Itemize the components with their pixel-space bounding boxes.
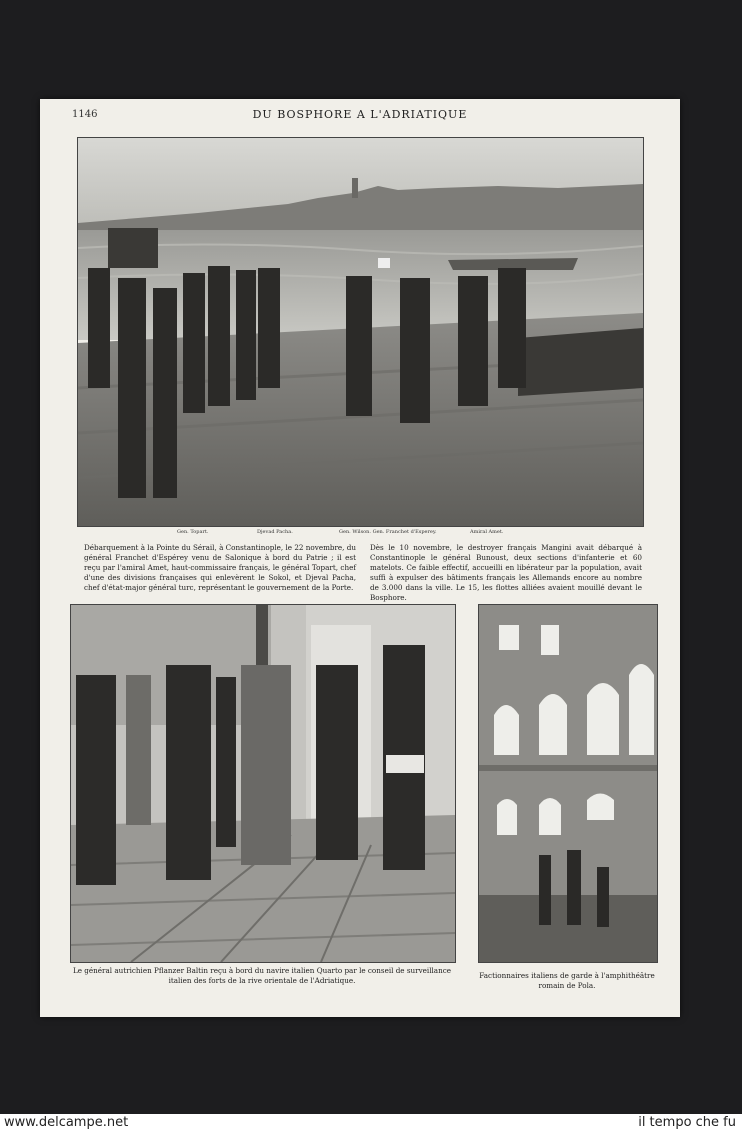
footer-left-link[interactable]: www.delcampe.net — [4, 1115, 129, 1130]
photo-constantinople-landing — [77, 137, 644, 527]
photo-label: Gen. Topart. — [177, 529, 209, 535]
caption-bottom-right: Factionnaires italiens de garde à l'amphithéâtre romain de Pola. — [479, 971, 655, 990]
photo-ship-deck — [70, 604, 456, 963]
page-number: 1146 — [72, 109, 98, 120]
footer-right-text: il tempo che fu — [638, 1115, 736, 1130]
caption-text: Débarquement à la Pointe du Sérail, à Constantinople, le 22 novembre, du général Franchet d'Espérey venu de Salonique à bord du Patrie ; il est reçu par l'amiral Amet, haut-commissaire français, le général Topart, chef d'une des divisions françaises qui enlevèrent le Sokol, et Djeval Pacha, chef d'état-major général turc, représentant le gouvernement de la Porte. — [84, 543, 356, 592]
photo-pola-amphitheatre — [478, 604, 658, 963]
caption-bottom-left: Le général autrichien Pflanzer Baltin reçu à bord du navire italien Quarto par le conseil de surveillance italien des forts de la rive orientale de l'Adriatique. — [72, 966, 452, 985]
caption-top-right — [370, 543, 642, 603]
photo-label: Gen. Wilson. Gen. Franchet d'Esperey. — [339, 529, 437, 535]
newspaper-page — [40, 99, 680, 1017]
running-title: DU BOSPHORE A L'ADRIATIQUE — [252, 108, 468, 121]
caption-text: Dès le 10 novembre, le destroyer français Mangini avait débarqué à Constantinople le général Bunoust, deux sections d'infanterie et 60 matelots. Ce faible effectif, accueilli en libérateur par la population, avait suffi à expulser des bâtiments français les Allemands encore au nombre de 3.000 dans la ville. Le 15, les flottes alliées avaient mouillé devant le Bosphore. — [370, 543, 642, 602]
caption-top-left — [84, 543, 356, 593]
photo-label: Amiral Amet. — [470, 529, 504, 535]
footer-bar — [0, 1114, 742, 1133]
photo-labels — [77, 529, 642, 539]
photo-label: Djevad Pacha. — [257, 529, 293, 535]
